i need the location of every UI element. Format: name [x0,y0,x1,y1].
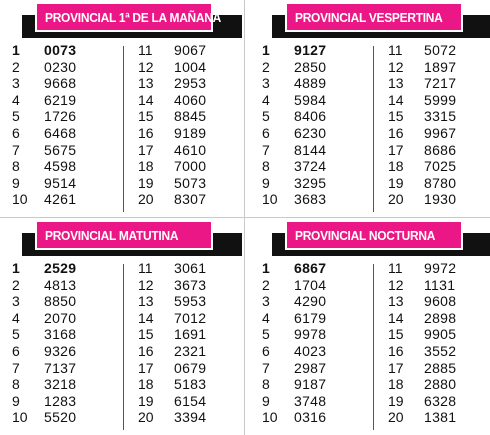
result-number: 4598 [44,158,77,175]
result-position: 12 [388,276,404,293]
result-number: 1004 [174,58,207,75]
result-position: 2 [262,58,270,75]
result-number: 8845 [174,108,207,125]
result-row [8,158,120,175]
result-position: 17 [138,141,154,158]
result-position: 11 [138,260,153,276]
result-position: 17 [388,141,404,158]
result-position: 9 [12,174,20,191]
results-column-right [132,42,240,208]
result-number: 4023 [294,342,327,359]
result-row [258,343,370,360]
result-row [132,191,240,208]
result-number: 0230 [44,58,77,75]
panel-header [2,220,242,256]
result-position: 2 [12,276,20,293]
result-number: 6179 [294,309,327,326]
result-row [258,277,370,294]
result-position: 13 [388,293,404,310]
result-row [382,75,490,92]
result-position: 1 [12,42,20,58]
result-number: 2850 [294,58,327,75]
result-position: 13 [138,75,154,92]
result-row [132,326,240,343]
result-row [258,59,370,76]
result-row [132,343,240,360]
panel-title: PROVINCIAL MATUTINA [45,227,179,243]
result-position: 16 [138,124,154,141]
result-position: 3 [262,293,270,310]
result-row [132,42,240,59]
result-number: 7025 [424,158,457,175]
result-row [382,42,490,59]
result-row-first-prize [8,42,120,59]
result-number: 9608 [424,293,457,310]
result-number: 5073 [174,174,207,191]
result-position: 8 [262,158,270,175]
result-position: 20 [388,409,404,426]
result-position: 4 [262,309,270,326]
result-number: 8307 [174,191,207,208]
result-number: 9127 [294,42,327,58]
result-row [132,293,240,310]
result-row [132,108,240,125]
result-row [8,75,120,92]
result-row [382,92,490,109]
result-row [132,75,240,92]
result-row [8,409,120,426]
result-row-first-prize [258,42,370,59]
result-row-first-prize [8,260,120,277]
result-number: 4610 [174,141,207,158]
result-position: 6 [12,124,20,141]
result-position: 9 [262,392,270,409]
result-position: 14 [138,91,154,108]
result-row [132,175,240,192]
result-number: 7000 [174,158,207,175]
result-position: 11 [388,260,403,276]
result-number: 2070 [44,309,77,326]
result-position: 20 [388,191,404,208]
result-position: 9 [262,174,270,191]
result-position: 5 [12,108,20,125]
result-row [382,293,490,310]
result-number: 5984 [294,91,327,108]
result-number: 3724 [294,158,327,175]
results-column-left [8,260,120,426]
panel-title: PROVINCIAL VESPERTINA [295,9,443,25]
result-number: 1131 [424,276,456,293]
result-number: 3748 [294,392,327,409]
result-position: 10 [12,191,28,208]
result-row [258,293,370,310]
result-row [8,310,120,327]
result-position: 19 [138,174,154,191]
result-position: 11 [388,42,403,58]
result-number: 5072 [424,42,457,58]
results-column-right [382,42,490,208]
result-number: 3394 [174,409,207,426]
result-position: 10 [12,409,28,426]
result-position: 16 [388,342,404,359]
column-divider [373,264,374,430]
result-number: 2529 [44,260,77,276]
result-number: 1930 [424,191,457,208]
result-row [8,59,120,76]
panel-title: PROVINCIAL NOCTURNA [295,227,436,243]
panel-provincial-matutina [2,220,242,435]
result-position: 7 [12,141,20,158]
panel-header [252,2,490,38]
results-column-left [8,42,120,208]
result-number: 5520 [44,409,77,426]
result-row [132,376,240,393]
result-number: 2880 [424,376,457,393]
result-number: 9978 [294,326,327,343]
result-position: 1 [12,260,20,276]
result-position: 18 [388,376,404,393]
result-position: 13 [138,293,154,310]
result-row [382,191,490,208]
result-row [382,326,490,343]
result-position: 11 [138,42,153,58]
result-position: 4 [262,91,270,108]
panel-title: PROVINCIAL 1ª DE LA MAÑANA [45,9,222,25]
result-number: 8686 [424,141,457,158]
result-number: 5675 [44,141,77,158]
result-number: 9905 [424,326,457,343]
result-number: 4261 [44,191,77,208]
result-row [382,310,490,327]
result-row [132,277,240,294]
result-position: 3 [12,75,20,92]
result-number: 5183 [174,376,207,393]
result-row [132,59,240,76]
header-title-box [285,2,463,32]
result-position: 1 [262,260,270,276]
result-row [8,92,120,109]
result-position: 7 [12,359,20,376]
result-row [258,191,370,208]
result-row-first-prize [258,260,370,277]
result-number: 4060 [174,91,207,108]
result-row [258,158,370,175]
result-position: 3 [12,293,20,310]
result-row [258,310,370,327]
result-position: 19 [138,392,154,409]
result-row [382,343,490,360]
result-row [382,393,490,410]
result-row [8,376,120,393]
result-number: 7137 [44,359,77,376]
header-title-box [35,2,222,32]
result-row [8,108,120,125]
result-number: 8780 [424,174,457,191]
result-row [8,343,120,360]
result-row [132,393,240,410]
result-position: 13 [388,75,404,92]
result-number: 1691 [174,326,207,343]
result-number: 5999 [424,91,457,108]
result-position: 6 [262,342,270,359]
result-position: 14 [388,309,404,326]
result-row [8,277,120,294]
result-row [258,108,370,125]
result-number: 4813 [44,276,77,293]
result-position: 3 [262,75,270,92]
result-position: 2 [262,276,270,293]
result-number: 2953 [174,75,207,92]
result-row [8,393,120,410]
result-row [132,92,240,109]
result-row [132,409,240,426]
result-position: 2 [12,58,20,75]
result-number: 3061 [174,260,207,276]
result-row [382,59,490,76]
column-divider [123,264,124,430]
result-position: 20 [138,409,154,426]
result-position: 6 [12,342,20,359]
result-number: 4290 [294,293,327,310]
result-position: 15 [388,108,404,125]
result-position: 16 [388,124,404,141]
result-position: 12 [388,58,404,75]
result-number: 4889 [294,75,327,92]
result-number: 3683 [294,191,327,208]
result-number: 3673 [174,276,207,293]
panel-provincial-nocturna [252,220,490,435]
result-position: 18 [388,158,404,175]
result-row [132,360,240,377]
result-position: 9 [12,392,20,409]
result-number: 9967 [424,124,457,141]
result-number: 8144 [294,141,327,158]
result-number: 9187 [294,376,327,393]
result-row [382,376,490,393]
result-row [258,326,370,343]
result-row [258,409,370,426]
horizontal-separator [0,217,490,218]
result-position: 7 [262,359,270,376]
result-number: 9326 [44,342,77,359]
result-row [132,142,240,159]
result-number: 0316 [294,409,327,426]
result-position: 18 [138,158,154,175]
result-row [258,92,370,109]
result-number: 0679 [174,359,207,376]
result-position: 8 [262,376,270,393]
result-row [132,125,240,142]
result-row [8,360,120,377]
result-number: 6328 [424,392,457,409]
result-row [132,158,240,175]
result-number: 2321 [174,342,207,359]
result-number: 6230 [294,124,327,141]
result-position: 7 [262,141,270,158]
result-position: 17 [388,359,404,376]
result-number: 9189 [174,124,207,141]
result-number: 6154 [174,392,207,409]
result-position: 4 [12,309,20,326]
result-number: 1381 [424,409,457,426]
result-row [258,376,370,393]
result-position: 12 [138,276,154,293]
result-position: 8 [12,376,20,393]
result-position: 18 [138,376,154,393]
result-number: 2987 [294,359,327,376]
result-position: 14 [388,91,404,108]
results-column-right [382,260,490,426]
result-number: 9067 [174,42,207,58]
result-row [382,142,490,159]
result-row [382,108,490,125]
results-column-left [258,42,370,208]
result-position: 5 [12,326,20,343]
result-position: 17 [138,359,154,376]
result-number: 6867 [294,260,327,276]
result-number: 7012 [174,309,207,326]
result-position: 12 [138,58,154,75]
result-position: 19 [388,392,404,409]
panel-header [2,2,242,38]
result-row [132,260,240,277]
result-number: 5953 [174,293,207,310]
result-row [132,310,240,327]
result-row [8,293,120,310]
result-row [258,393,370,410]
column-divider [123,46,124,212]
result-position: 4 [12,91,20,108]
result-row [8,125,120,142]
result-position: 8 [12,158,20,175]
result-row [258,360,370,377]
result-position: 10 [262,191,278,208]
result-number: 6468 [44,124,77,141]
result-row [8,326,120,343]
result-number: 3295 [294,174,327,191]
result-row [382,277,490,294]
result-position: 10 [262,409,278,426]
result-number: 6219 [44,91,77,108]
result-number: 3168 [44,326,77,343]
result-position: 15 [138,326,154,343]
panel-provincial-vespertina [252,2,490,217]
result-number: 3218 [44,376,77,393]
result-row [258,75,370,92]
result-row [258,142,370,159]
result-position: 5 [262,326,270,343]
result-row [8,142,120,159]
result-row [258,125,370,142]
result-row [382,158,490,175]
result-number: 0073 [44,42,77,58]
result-position: 15 [388,326,404,343]
result-number: 1897 [424,58,457,75]
result-position: 5 [262,108,270,125]
result-row [382,125,490,142]
result-row [8,175,120,192]
result-number: 9972 [424,260,457,276]
result-row [382,175,490,192]
result-number: 9514 [44,174,77,191]
result-position: 14 [138,309,154,326]
result-row [382,409,490,426]
result-row [382,360,490,377]
result-number: 2885 [424,359,457,376]
panel-provincial-primera-manana [2,2,242,217]
result-position: 19 [388,174,404,191]
result-row [8,191,120,208]
results-column-right [132,260,240,426]
panel-header [252,220,490,256]
result-position: 20 [138,191,154,208]
result-position: 16 [138,342,154,359]
result-number: 1726 [44,108,77,125]
header-title-box [285,220,463,250]
header-title-box [35,220,213,250]
result-position: 6 [262,124,270,141]
result-number: 7217 [424,75,457,92]
result-number: 9668 [44,75,77,92]
result-number: 1283 [44,392,77,409]
result-number: 8406 [294,108,327,125]
column-divider [373,46,374,212]
result-row [382,260,490,277]
results-column-left [258,260,370,426]
result-number: 3315 [424,108,457,125]
result-number: 3552 [424,342,457,359]
result-number: 1704 [294,276,327,293]
result-number: 8850 [44,293,77,310]
result-position: 1 [262,42,270,58]
result-number: 2898 [424,309,457,326]
result-position: 15 [138,108,154,125]
result-row [258,175,370,192]
